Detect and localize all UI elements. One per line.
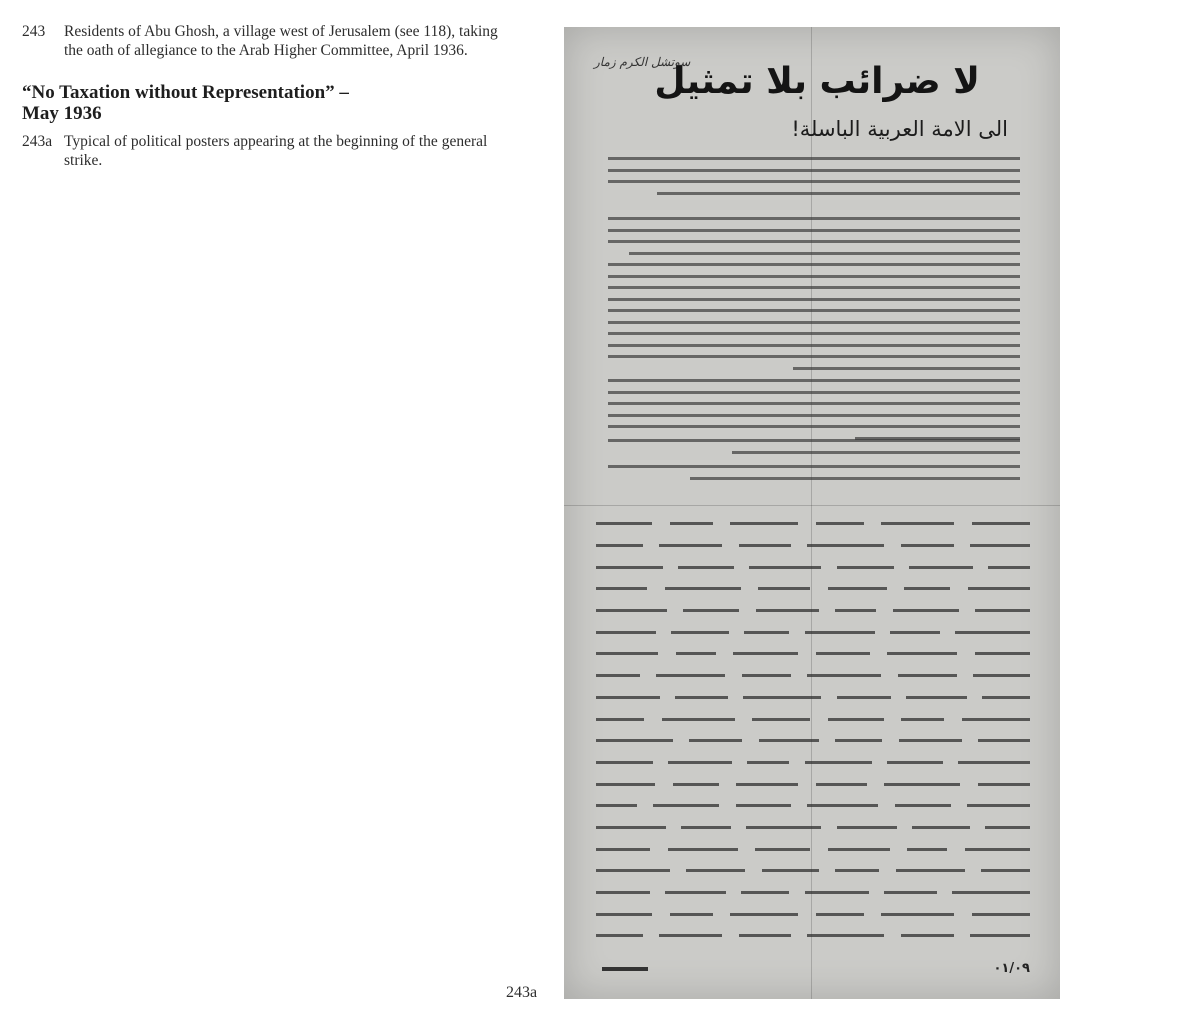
text-line bbox=[608, 344, 1020, 347]
signatory-name bbox=[968, 587, 1030, 590]
signatory-name bbox=[673, 783, 719, 786]
signatory-name bbox=[755, 848, 810, 851]
signatory-name bbox=[898, 674, 957, 677]
caption-243 bbox=[22, 22, 517, 60]
signatory-name bbox=[904, 587, 950, 590]
signatory-name bbox=[901, 544, 954, 547]
signatory-row bbox=[596, 687, 1030, 709]
signatory-name bbox=[909, 566, 973, 569]
signatory-name bbox=[759, 739, 819, 742]
signatory-name bbox=[659, 544, 722, 547]
signatory-name bbox=[962, 718, 1030, 721]
text-line bbox=[608, 169, 1020, 172]
signatory-name bbox=[743, 696, 821, 699]
signatory-name bbox=[596, 696, 660, 699]
signatory-name bbox=[907, 848, 947, 851]
fold-line-horizontal bbox=[564, 505, 1060, 506]
poster-paragraph bbox=[608, 157, 1020, 203]
caption-block bbox=[22, 22, 517, 170]
text-line bbox=[657, 192, 1020, 195]
signatory-name bbox=[756, 609, 819, 612]
signatory-name bbox=[596, 631, 656, 634]
signatory-row bbox=[596, 556, 1030, 578]
signatory-name bbox=[675, 696, 728, 699]
signatory-name bbox=[596, 913, 652, 916]
signatory-name bbox=[982, 696, 1030, 699]
section-heading bbox=[22, 82, 517, 124]
poster-paragraph bbox=[608, 217, 1020, 263]
signatory-row bbox=[596, 838, 1030, 860]
signatory-name bbox=[837, 696, 891, 699]
poster-paragraph bbox=[608, 379, 1020, 448]
signatory-row bbox=[596, 925, 1030, 947]
signatory-name bbox=[758, 587, 810, 590]
signatory-name bbox=[596, 739, 673, 742]
poster-signature: سوتشل الكرم زمار bbox=[594, 55, 691, 69]
signatory-name bbox=[837, 826, 897, 829]
signatory-row bbox=[596, 513, 1030, 535]
signatory-name bbox=[887, 761, 943, 764]
signatory-name bbox=[596, 652, 658, 655]
text-line bbox=[608, 439, 1020, 442]
signatory-name bbox=[884, 783, 960, 786]
caption-number: 243a bbox=[22, 133, 53, 150]
signatory-name bbox=[596, 891, 650, 894]
text-line bbox=[608, 180, 1020, 183]
signatory-name bbox=[676, 652, 716, 655]
signatory-name bbox=[975, 652, 1030, 655]
text-line bbox=[608, 229, 1020, 232]
signatory-name bbox=[816, 783, 867, 786]
signatory-row bbox=[596, 578, 1030, 600]
text-line bbox=[608, 402, 1020, 405]
signatory-name bbox=[744, 631, 789, 634]
signatory-row bbox=[596, 817, 1030, 839]
text-line bbox=[608, 355, 1020, 358]
section-title-line1: “No Taxation without Representation” – bbox=[22, 82, 349, 103]
signatory-name bbox=[596, 783, 655, 786]
signatory-name bbox=[671, 631, 729, 634]
signatory-name bbox=[596, 826, 666, 829]
signatory-name bbox=[659, 934, 722, 937]
signatory-name bbox=[952, 891, 1030, 894]
text-line bbox=[608, 379, 1020, 382]
signatory-name bbox=[816, 522, 864, 525]
poster-subtitle: الى الامة العربية الباسلة! bbox=[791, 117, 1008, 141]
signatory-name bbox=[981, 869, 1030, 872]
signatory-name bbox=[762, 869, 819, 872]
signatory-name bbox=[741, 891, 789, 894]
signatory-row bbox=[596, 600, 1030, 622]
signatory-row bbox=[596, 708, 1030, 730]
text-line bbox=[608, 332, 1020, 335]
signatory-name bbox=[656, 674, 725, 677]
text-line bbox=[629, 252, 1020, 255]
signatory-name bbox=[596, 804, 637, 807]
text-line bbox=[608, 321, 1020, 324]
signatory-name bbox=[733, 652, 798, 655]
caption-number: 243 bbox=[22, 23, 46, 40]
signatory-name bbox=[978, 783, 1030, 786]
signatory-name bbox=[668, 848, 738, 851]
signatory-name bbox=[736, 804, 791, 807]
signatory-name bbox=[893, 609, 959, 612]
signatory-name bbox=[901, 934, 954, 937]
signatory-name bbox=[736, 783, 798, 786]
signatory-name bbox=[906, 696, 967, 699]
text-line bbox=[608, 414, 1020, 417]
signatory-name bbox=[805, 891, 869, 894]
signatory-name bbox=[901, 718, 944, 721]
signatory-name bbox=[985, 826, 1030, 829]
signatory-name bbox=[807, 804, 878, 807]
signatory-name bbox=[975, 609, 1030, 612]
signatory-row bbox=[596, 730, 1030, 752]
signatory-name bbox=[828, 848, 890, 851]
signatory-name bbox=[596, 934, 643, 937]
signatory-name bbox=[972, 522, 1030, 525]
signatory-name bbox=[596, 609, 667, 612]
signatory-name bbox=[881, 522, 954, 525]
signatory-name bbox=[730, 913, 798, 916]
signatory-name bbox=[967, 804, 1030, 807]
signatory-name bbox=[970, 934, 1030, 937]
signatory-name bbox=[887, 652, 957, 655]
signatory-row bbox=[596, 535, 1030, 557]
signatory-name bbox=[807, 674, 881, 677]
section-title-line2: May 1936 bbox=[22, 103, 102, 124]
signatory-row bbox=[596, 795, 1030, 817]
poster-paragraph bbox=[608, 263, 1020, 378]
signatory-name bbox=[668, 761, 732, 764]
signatory-row bbox=[596, 882, 1030, 904]
signatory-name bbox=[596, 869, 670, 872]
poster-paragraph bbox=[608, 439, 1020, 462]
text-line bbox=[793, 367, 1020, 370]
signatory-name bbox=[805, 761, 872, 764]
signatory-row bbox=[596, 665, 1030, 687]
signatory-name bbox=[596, 544, 643, 547]
signatory-name bbox=[896, 869, 965, 872]
signatory-name bbox=[596, 848, 650, 851]
signatory-row bbox=[596, 773, 1030, 795]
signatory-name bbox=[899, 739, 962, 742]
signatory-name bbox=[970, 544, 1030, 547]
signatory-name bbox=[884, 891, 937, 894]
text-line bbox=[608, 263, 1020, 266]
signatory-row bbox=[596, 621, 1030, 643]
signatory-name bbox=[681, 826, 731, 829]
signatory-name bbox=[988, 566, 1030, 569]
text-line bbox=[608, 309, 1020, 312]
text-line bbox=[608, 157, 1020, 160]
signatory-name bbox=[747, 761, 789, 764]
signatory-name bbox=[835, 869, 879, 872]
caption-text: Typical of political posters appearing at the beginning of the general strike. bbox=[64, 133, 488, 169]
text-line bbox=[608, 286, 1020, 289]
signatory-name bbox=[739, 544, 791, 547]
signatory-name bbox=[678, 566, 734, 569]
signatory-name bbox=[828, 587, 887, 590]
poster-title: لا ضرائب بلا تمثيل bbox=[654, 61, 980, 102]
poster-image bbox=[564, 27, 1060, 999]
signatory-name bbox=[881, 913, 954, 916]
signatory-name bbox=[890, 631, 940, 634]
text-line bbox=[608, 465, 1020, 468]
signatory-name bbox=[955, 631, 1030, 634]
text-line bbox=[608, 275, 1020, 278]
signatory-name bbox=[835, 609, 876, 612]
signatory-name bbox=[805, 631, 875, 634]
signatory-name bbox=[978, 739, 1030, 742]
signatory-name bbox=[895, 804, 951, 807]
signatory-name bbox=[912, 826, 970, 829]
signatory-name bbox=[670, 522, 713, 525]
signatory-name bbox=[807, 934, 884, 937]
signatory-name bbox=[596, 718, 644, 721]
text-line bbox=[732, 451, 1020, 454]
signatory-name bbox=[816, 913, 864, 916]
signatory-name bbox=[596, 566, 663, 569]
signatory-name bbox=[689, 739, 742, 742]
signatory-name bbox=[965, 848, 1030, 851]
signatory-name bbox=[653, 804, 719, 807]
signatory-name bbox=[807, 544, 884, 547]
signatory-name bbox=[828, 718, 884, 721]
text-line bbox=[608, 425, 1020, 428]
signatory-name bbox=[596, 587, 647, 590]
signatory-name bbox=[835, 739, 882, 742]
signatory-name bbox=[662, 718, 735, 721]
signatory-name bbox=[746, 826, 821, 829]
poster-footer-number: ٠١/٠٩ bbox=[993, 961, 1030, 976]
signatory-name bbox=[665, 891, 726, 894]
signatory-name bbox=[596, 522, 652, 525]
figure-label: 243a bbox=[506, 984, 538, 1001]
signatory-row bbox=[596, 643, 1030, 665]
caption-text: Residents of Abu Ghosh, a village west of Jerusalem (see 118), taking the oath of allegiance to the Arab Higher Committee, April 1936. bbox=[64, 23, 498, 59]
signatory-name bbox=[837, 566, 894, 569]
poster-signatories-list bbox=[596, 513, 1030, 947]
text-line bbox=[608, 391, 1020, 394]
signatory-row bbox=[596, 752, 1030, 774]
signatory-row bbox=[596, 903, 1030, 925]
signatory-row bbox=[596, 860, 1030, 882]
signatory-name bbox=[596, 674, 640, 677]
signatory-name bbox=[749, 566, 821, 569]
signatory-name bbox=[739, 934, 791, 937]
signatory-name bbox=[742, 674, 791, 677]
poster-footer-mark bbox=[602, 967, 648, 971]
signatory-name bbox=[683, 609, 739, 612]
poster-paragraph bbox=[608, 465, 1020, 488]
signatory-name bbox=[958, 761, 1030, 764]
text-line bbox=[690, 477, 1020, 480]
signatory-name bbox=[686, 869, 745, 872]
signatory-name bbox=[973, 674, 1030, 677]
signatory-name bbox=[752, 718, 810, 721]
text-line bbox=[608, 298, 1020, 301]
signatory-name bbox=[596, 761, 653, 764]
signatory-name bbox=[730, 522, 798, 525]
signatory-name bbox=[665, 587, 741, 590]
caption-243a bbox=[22, 132, 517, 170]
signatory-name bbox=[670, 913, 713, 916]
text-line bbox=[608, 217, 1020, 220]
text-line bbox=[608, 240, 1020, 243]
signatory-name bbox=[816, 652, 870, 655]
signatory-name bbox=[972, 913, 1030, 916]
